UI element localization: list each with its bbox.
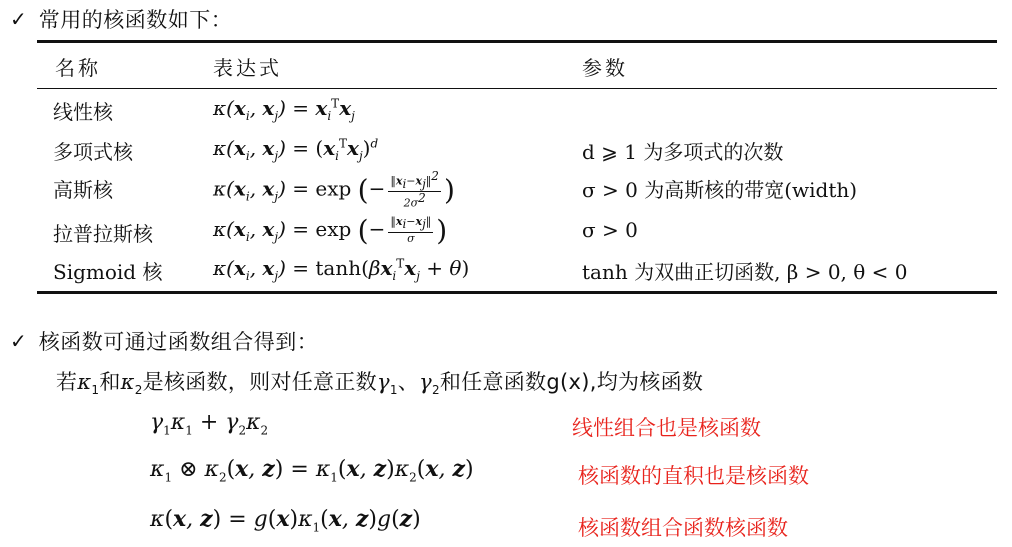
formula-direct-product: $\kappa_1$ ⊗ $\kappa_2(x$, $z) = \kappa_1(x$, $z)\kappa_2(x$, z) (150, 456, 474, 485)
subscript: 1 (91, 383, 100, 398)
composition-statement (56, 366, 703, 397)
table-header-rule (37, 88, 997, 89)
table-row-name: 多项式核 (53, 140, 133, 164)
section-heading-text: 常用的核函数如下： (38, 8, 233, 32)
table-row-name: 拉普拉斯核 (53, 222, 153, 246)
table-row-name: 线性核 (53, 100, 113, 124)
table-row-expression: $\kappa(x_i$, $x_j) = \exp$ (− $\frac{‖x_i-x_j‖^2}{2\sigma^2}$ ) (213, 169, 455, 210)
formula-note: 线性组合也是核函数 (572, 416, 761, 440)
kappa-symbol: κ (77, 370, 92, 394)
table-row-expression: $\kappa(x_i$, $x_j) = \exp$ (− $\frac{‖x_i-x_j‖}{\sigma}$ ) (213, 214, 448, 247)
table-bottom-rule (37, 291, 997, 294)
checkmark-icon: ✓ (10, 329, 27, 353)
section-heading-kernel-composition (10, 326, 318, 356)
gamma-symbol: γ (419, 370, 432, 394)
formula-note: 核函数组合函数核函数 (578, 516, 788, 540)
section-heading-text: 核函数可通过函数组合得到： (38, 330, 319, 354)
formula-note: 核函数的直积也是核函数 (578, 464, 809, 488)
formula-function-composition: κ(x, $z) = g(x)\kappa_1(x$, z)g(z) (150, 506, 421, 535)
table-row-parameter: σ > 0 (582, 218, 638, 242)
table-header-expression: 表达式 (213, 56, 282, 80)
subscript: 2 (431, 383, 440, 398)
table-header-name: 名称 (55, 56, 101, 80)
statement-text: 和 (99, 370, 121, 394)
table-header-parameter: 参数 (582, 56, 628, 80)
kernel-table (37, 40, 997, 295)
statement-text: 若 (56, 370, 78, 394)
table-top-rule (37, 40, 997, 43)
statement-text: 、 (397, 370, 420, 394)
kappa-symbol: κ (120, 370, 135, 394)
table-row-expression: $\kappa(x_i$, $x_j) = (x_i^Tx_j)^d$ (213, 136, 379, 163)
table-row-expression: $\kappa(x_i$, $x_j) = x_i^Tx_j$ (213, 96, 355, 123)
table-row-name: 高斯核 (53, 178, 113, 202)
table-row-parameter: tanh 为双曲正切函数, β > 0, θ < 0 (582, 260, 908, 284)
formula-linear-combination: $\gamma_1\kappa_1 + \gamma_2\kappa_2$ (150, 410, 269, 438)
table-row-expression: $\kappa(x_i$, $x_j) = \tanh(\beta x_i^Tx_j + \theta)$ (213, 256, 470, 283)
statement-text: 和任意函数g(x),均为核函数 (439, 370, 704, 394)
subscript: 2 (134, 383, 143, 398)
section-heading-common-kernels (10, 4, 232, 34)
table-row-parameter: d ⩾ 1 为多项式的次数 (582, 140, 784, 164)
table-row-parameter: σ > 0 为高斯核的带宽(width) (582, 178, 858, 202)
checkmark-icon: ✓ (10, 7, 27, 31)
table-row-name: Sigmoid 核 (53, 260, 163, 284)
statement-text: 是核函数，则对任意正数 (142, 370, 377, 394)
gamma-symbol: γ (376, 370, 390, 394)
subscript: 1 (389, 383, 398, 398)
